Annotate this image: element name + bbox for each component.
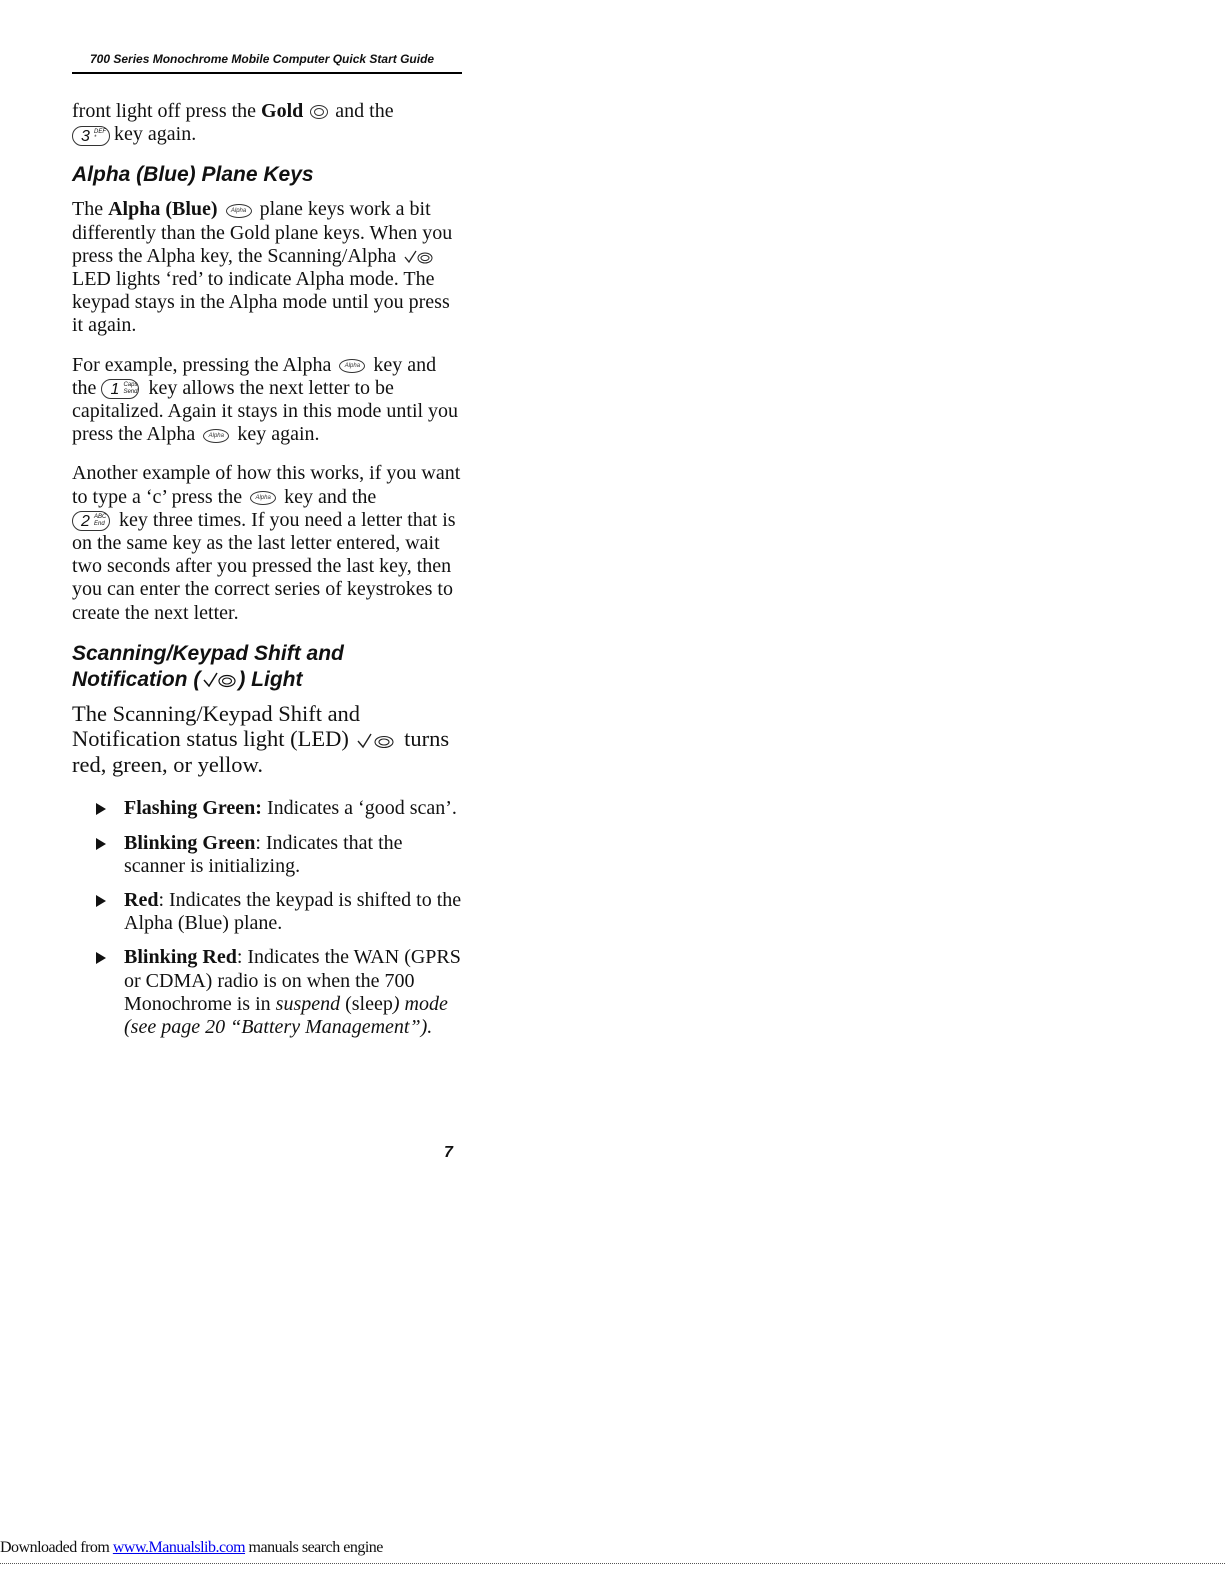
- alpha-paragraph-3: Another example of how this works, if you want to type a ‘c’ press the Alpha key and the 2 ABC End key three times. If you need a letter that is on the same key as the last letter entered, wait two seconds after you pressed the last key, then you can enter the correct series of keystrokes to create the next letter.: [72, 462, 461, 624]
- intro-text-3: key again.: [114, 123, 197, 146]
- bullet-triangle-icon: [96, 895, 106, 907]
- manualslib-link[interactable]: www.Manualslib.com: [112, 1539, 246, 1556]
- key-2-icon: 2 ABC End: [72, 511, 110, 531]
- alpha-key-icon: Alpha: [226, 204, 252, 218]
- footer-text: manuals search engine: [245, 1539, 383, 1556]
- bullet-triangle-icon: [96, 952, 106, 964]
- section-heading-alpha: Alpha (Blue) Plane Keys: [72, 163, 314, 187]
- led-lead-paragraph: The Scanning/Keypad Shift and Notification status light (LED) turns red, green, or yellow.: [72, 700, 450, 777]
- page-content: [72, 100, 464, 1050]
- alpha-key-icon: Alpha: [250, 491, 276, 505]
- led-check-icon: [202, 671, 236, 689]
- list-item: Blinking Green: Indicates that the scanner is initializing.: [124, 832, 464, 878]
- alpha-paragraph-1: The Alpha (Blue) Alpha plane keys work a bit differently than the Gold plane keys. When you press the Alpha key, the Scanning/Alpha LED lights ‘red’ to indicate Alpha mode. The keypad stays in the Alpha mode until you press it again.: [72, 198, 453, 337]
- running-title: 700 Series Monochrome Mobile Computer Quick Start Guide: [90, 52, 435, 66]
- led-check-icon: [356, 732, 396, 750]
- page-number: 7: [444, 1144, 453, 1161]
- alpha-blue-label: Alpha (Blue): [108, 198, 218, 221]
- key-3-icon: 3 DEF *: [72, 126, 110, 146]
- intro-paragraph: [72, 100, 464, 146]
- bullet-triangle-icon: [96, 803, 106, 815]
- alpha-key-icon: Alpha: [339, 359, 365, 373]
- alpha-paragraph-2: For example, pressing the Alpha Alpha key and the 1 Caps Send key allows the next letter to be capitalized. Again it stays in this mode until you press the Alpha Alpha key again.: [72, 353, 459, 446]
- list-item: Blinking Red: Indicates the WAN (GPRS or CDMA) radio is on when the 700 Monochrome is in suspend (sleep) mode (see page 20 “Battery Management”).: [124, 946, 464, 1039]
- alpha-key-icon: Alpha: [203, 429, 229, 443]
- section-heading-scanning: Scanning/Keypad Shift and Notification ( ) Light: [72, 641, 344, 691]
- footer-divider: [0, 1563, 1225, 1564]
- bullet-triangle-icon: [96, 838, 106, 850]
- led-check-icon: [403, 249, 433, 265]
- footer-text: Downloaded from: [0, 1539, 113, 1556]
- list-item: Flashing Green: Indicates a ‘good scan’.: [124, 797, 464, 820]
- gold-key-icon: [310, 105, 328, 119]
- key-1-icon: 1 Caps Send: [101, 379, 139, 399]
- intro-text-2: and the: [330, 100, 394, 122]
- download-footer: [0, 1539, 383, 1557]
- intro-text-1: front light off press the: [72, 100, 262, 122]
- list-item: Red: Indicates the keypad is shifted to the Alpha (Blue) plane.: [124, 889, 464, 935]
- gold-label: Gold: [261, 100, 304, 122]
- led-status-list: [72, 797, 464, 1039]
- running-header: [72, 52, 462, 74]
